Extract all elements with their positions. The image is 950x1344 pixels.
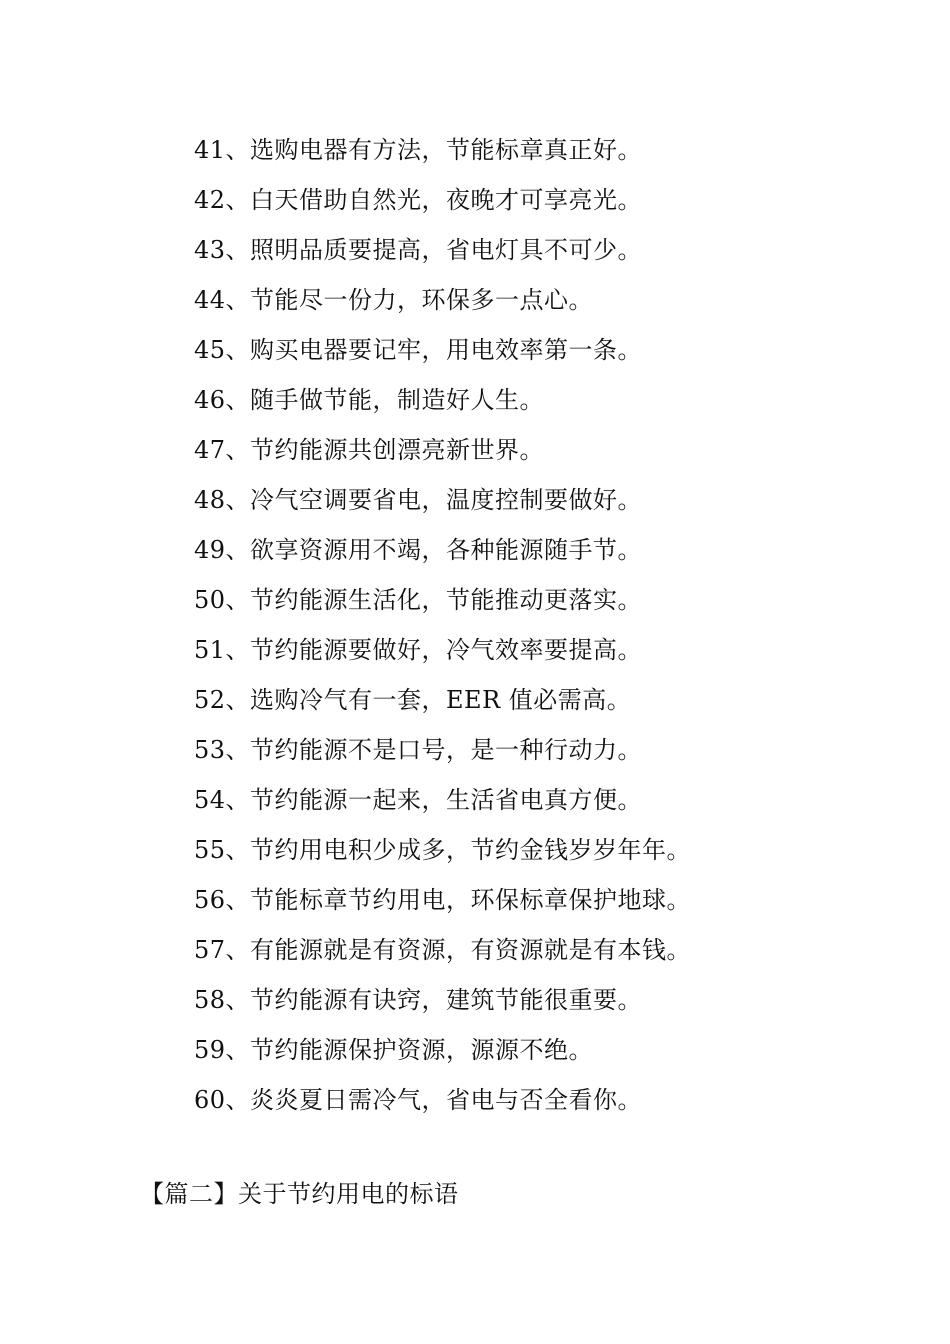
slogan-item: 45、购买电器要记牢，用电效率第一条。 <box>194 336 643 364</box>
slogan-list <box>194 128 691 1128</box>
slogan-item: 54、节约能源一起来，生活省电真方便。 <box>194 786 643 814</box>
slogan-item: 48、冷气空调要省电，温度控制要做好。 <box>194 486 643 514</box>
slogan-item: 60、炎炎夏日需冷气，省电与否全看你。 <box>194 1086 643 1114</box>
slogan-item: 55、节约用电积少成多，节约金钱岁岁年年。 <box>194 836 692 864</box>
slogan-item: 47、节约能源共创漂亮新世界。 <box>194 436 545 464</box>
slogan-item: 58、节约能源有诀窍，建筑节能很重要。 <box>194 986 643 1014</box>
slogan-item: 41、选购电器有方法，节能标章真正好。 <box>194 136 643 164</box>
section-heading: 【篇二】关于节约用电的标语 <box>140 1180 459 1208</box>
slogan-item: 57、有能源就是有资源，有资源就是有本钱。 <box>194 936 692 964</box>
slogan-item: 51、节约能源要做好，冷气效率要提高。 <box>194 636 643 664</box>
slogan-item: 56、节能标章节约用电，环保标章保护地球。 <box>194 886 692 914</box>
slogan-item: 43、照明品质要提高，省电灯具不可少。 <box>194 236 643 264</box>
slogan-item: 59、节约能源保护资源，源源不绝。 <box>194 1036 594 1064</box>
slogan-item: 44、节能尽一份力，环保多一点心。 <box>194 286 594 314</box>
slogan-item: 49、欲享资源用不竭，各种能源随手节。 <box>194 536 643 564</box>
slogan-item: 52、选购冷气有一套，EER 值必需高。 <box>194 686 632 714</box>
slogan-item: 50、节约能源生活化，节能推动更落实。 <box>194 586 643 614</box>
slogan-item: 42、白天借助自然光，夜晚才可享亮光。 <box>194 186 643 214</box>
slogan-item: 46、随手做节能，制造好人生。 <box>194 386 545 414</box>
slogan-item: 53、节约能源不是口号，是一种行动力。 <box>194 736 643 764</box>
